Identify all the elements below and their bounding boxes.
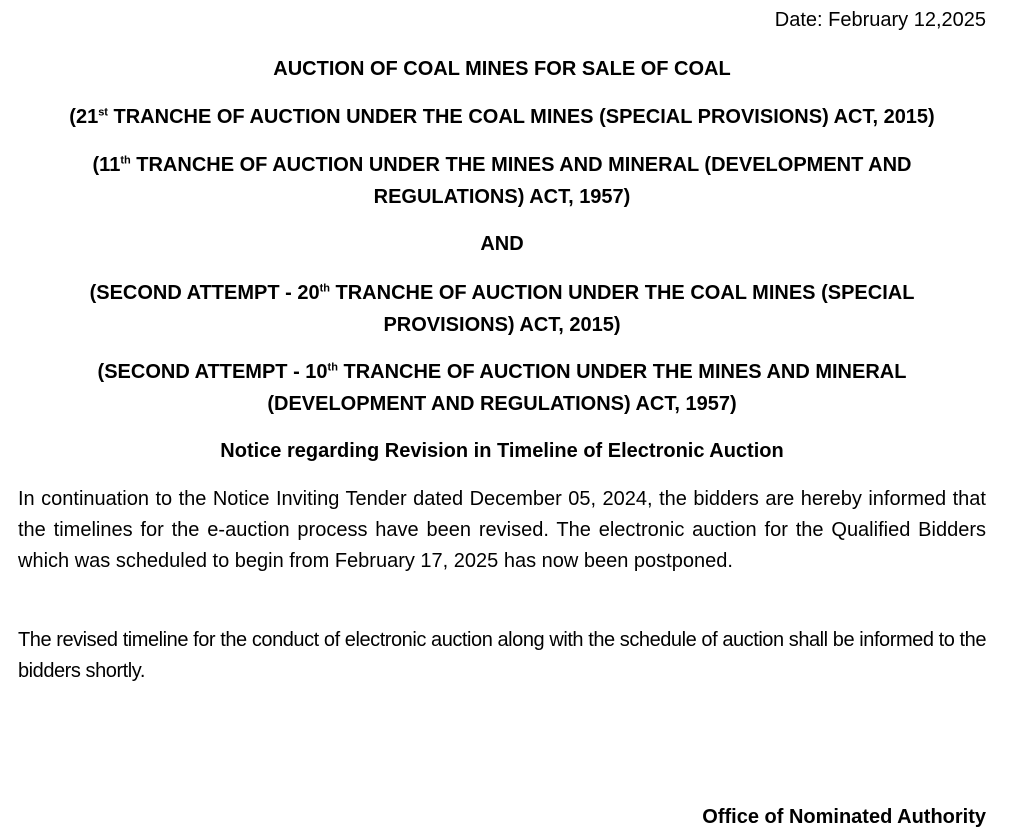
tranche-heading-21st-sup: st bbox=[98, 106, 108, 119]
and-heading: AND bbox=[480, 233, 524, 255]
tranche-heading-10th bbox=[18, 356, 986, 420]
tranche-heading-20th-line2: PROVISIONS) ACT, 2015) bbox=[383, 314, 621, 336]
notice-document bbox=[18, 0, 986, 836]
tranche-heading-10th-line2: (DEVELOPMENT AND REGULATIONS) ACT, 1957) bbox=[267, 393, 737, 415]
tranche-heading-11th bbox=[18, 149, 986, 213]
tranche-heading-10th-rest: TRANCHE OF AUCTION UNDER THE MINES AND MINERAL bbox=[337, 361, 907, 383]
tranche-heading-11th-open: (11 bbox=[92, 154, 121, 176]
notice-subject: Notice regarding Revision in Timeline of Electronic Auction bbox=[220, 440, 784, 462]
tranche-heading-20th-rest: TRANCHE OF AUCTION UNDER THE COAL MINES (SPECIAL bbox=[329, 282, 915, 304]
tranche-heading-20th-open: (SECOND ATTEMPT - 20 bbox=[89, 282, 320, 304]
signature-office: Office of Nominated Authority bbox=[702, 806, 986, 828]
tranche-heading-21st-rest: TRANCHE OF AUCTION UNDER THE COAL MINES (SPECIAL PROVISIONS) ACT, 2015) bbox=[107, 106, 935, 128]
tranche-heading-20th-sup: th bbox=[319, 282, 330, 295]
tranche-heading-11th-line2: REGULATIONS) ACT, 1957) bbox=[373, 186, 631, 208]
tranche-heading-20th bbox=[18, 277, 986, 341]
tranche-heading-11th-rest: TRANCHE OF AUCTION UNDER THE MINES AND MINERAL (DEVELOPMENT AND bbox=[130, 154, 912, 176]
tranche-heading-21st-open: (21 bbox=[69, 106, 99, 128]
tranche-heading-10th-open: (SECOND ATTEMPT - 10 bbox=[97, 361, 328, 383]
tranche-heading-10th-sup: th bbox=[327, 361, 338, 374]
paragraph-revised-timeline: The revised timeline for the conduct of electronic auction along with the schedule of auction shall be informed to the bidders shortly. bbox=[18, 629, 986, 682]
tranche-heading-21st bbox=[18, 101, 986, 133]
notice-title: AUCTION OF COAL MINES FOR SALE OF COAL bbox=[273, 58, 731, 80]
tranche-heading-11th-sup: th bbox=[120, 154, 131, 167]
notice-date: Date: February 12,2025 bbox=[774, 9, 986, 31]
paragraph-continuation: In continuation to the Notice Inviting Tender dated December 05, 2024, the bidders are hereby informed that the timelines for the e-auction process have been revised. The electronic auction for the Qualified Bidders which was scheduled to begin from February 17, 2025 has now been postponed. bbox=[18, 488, 986, 572]
